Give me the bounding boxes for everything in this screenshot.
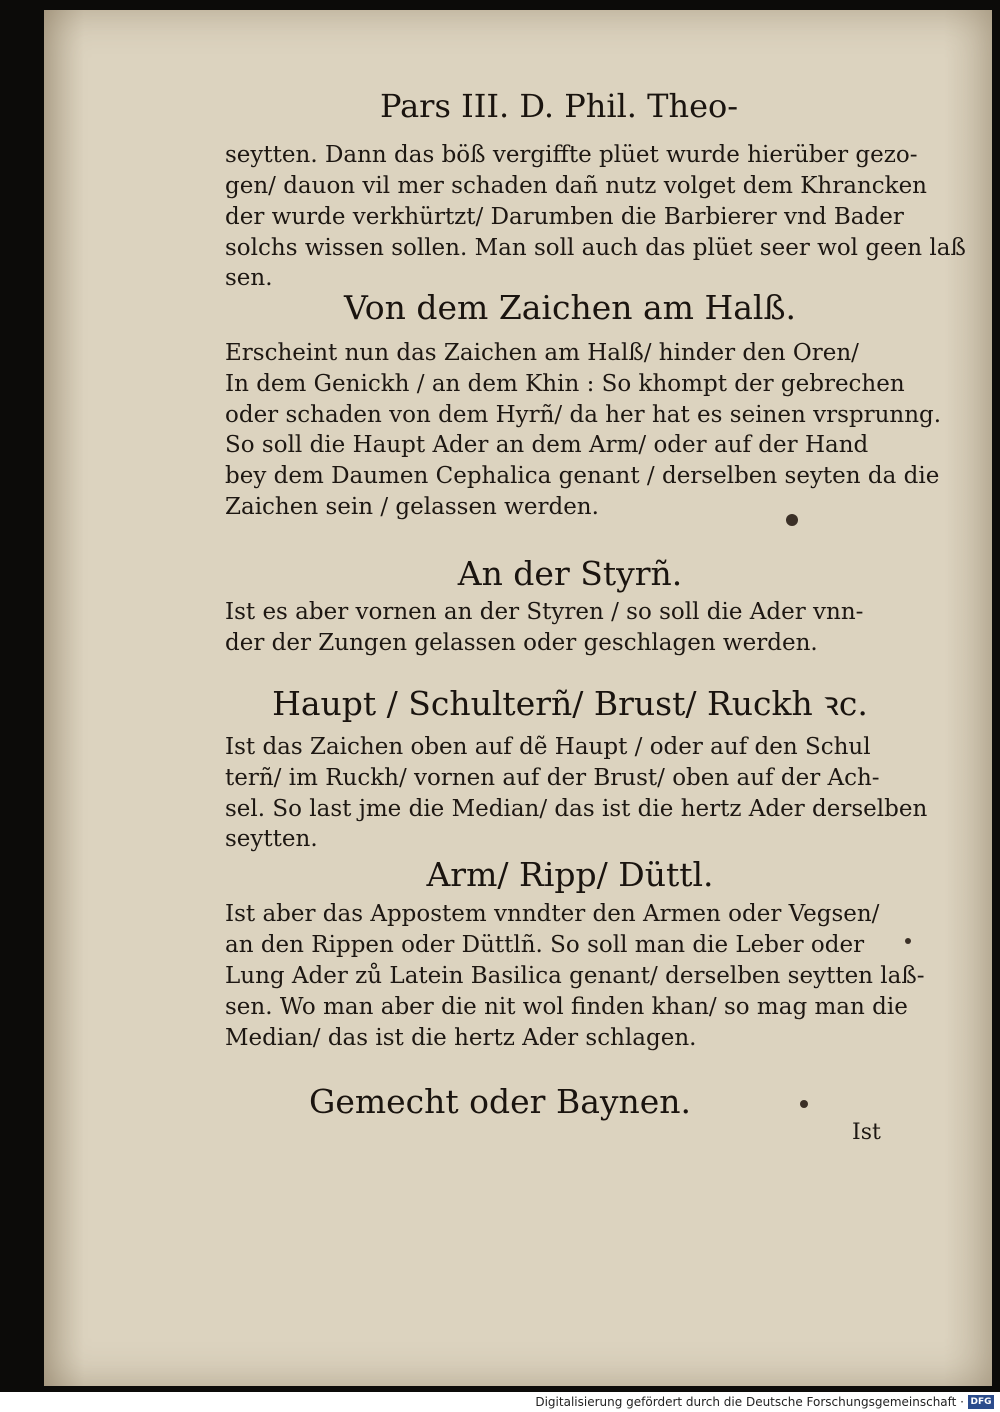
text-line: gen/ dauon vil mer schaden dañ nutz volget dem Khrancken: [225, 173, 927, 199]
text-line: Ist es aber vornen an der Styren / so soll die Ader vnn-: [225, 599, 864, 625]
ink-spot: [786, 514, 798, 526]
text-line: Ist das Zaichen oben auf dẽ Haupt / oder auf den Schul: [225, 734, 871, 760]
digitization-footer: [0, 1392, 1000, 1412]
text-line: sen.: [225, 265, 273, 291]
text-line: seytten.: [225, 826, 318, 852]
text-line: In dem Genickh / an dem Khin : So khompt der gebrechen: [225, 371, 905, 397]
text-line: solchs wissen sollen. Man soll auch das plüet seer wol geen laß: [225, 235, 966, 261]
text-line: Median/ das ist die hertz Ader schlagen.: [225, 1025, 697, 1051]
text-line: So soll die Haupt Ader an dem Arm/ oder auf der Hand: [225, 432, 869, 458]
text-line: sen. Wo man aber die nit wol finden khan/ so mag man die: [225, 994, 908, 1020]
section-heading: Gemecht oder Baynen.: [308, 1082, 692, 1121]
text-line: an den Rippen oder Düttlñ. So soll man die Leber oder: [225, 932, 865, 958]
text-line: der wurde verkhürtzt/ Darumben die Barbierer vnd Bader: [225, 204, 904, 230]
dfg-logo: DFG: [968, 1395, 994, 1409]
ink-spot: [800, 1100, 808, 1108]
running-head: Pars III. D. Phil. Theo-: [380, 87, 739, 125]
text-line: Ist aber das Appostem vnndter den Armen oder Vegsen/: [225, 901, 880, 927]
text-line: seytten. Dann das böß vergiffte plüet wurde hierüber gezo-: [225, 142, 918, 168]
text-line: Zaichen sein / gelassen werden.: [225, 494, 599, 520]
text-line: der der Zungen gelassen oder geschlagen werden.: [225, 630, 818, 656]
text-line: sel. So last jme die Median/ das ist die hertz Ader derselben: [225, 796, 928, 822]
catchword: Ist: [852, 1120, 881, 1145]
text-line: bey dem Daumen Cephalica genant / derselben seyten da die: [225, 463, 940, 489]
section-heading: An der Styrñ.: [457, 554, 683, 593]
section-heading: Arm/ Ripp/ Düttl.: [426, 855, 714, 894]
section-heading: Haupt / Schulterñ/ Brust/ Ruckh ꝛc.: [272, 684, 868, 723]
footer-credit: Digitalisierung gefördert durch die Deutsche Forschungsgemeinschaft ·: [535, 1395, 964, 1409]
text-line: Lung Ader zů Latein Basilica genant/ derselben seytten laß-: [225, 963, 925, 989]
text-line: oder schaden von dem Hyrñ/ da her hat es seinen vrsprunng.: [225, 402, 942, 428]
section-heading: Von dem Zaichen am Halß.: [343, 288, 796, 327]
ink-spot: [905, 938, 911, 944]
text-line: Erscheint nun das Zaichen am Halß/ hinder den Oren/: [225, 340, 859, 366]
text-line: terñ/ im Ruckh/ vornen auf der Brust/ oben auf der Ach-: [225, 765, 880, 791]
